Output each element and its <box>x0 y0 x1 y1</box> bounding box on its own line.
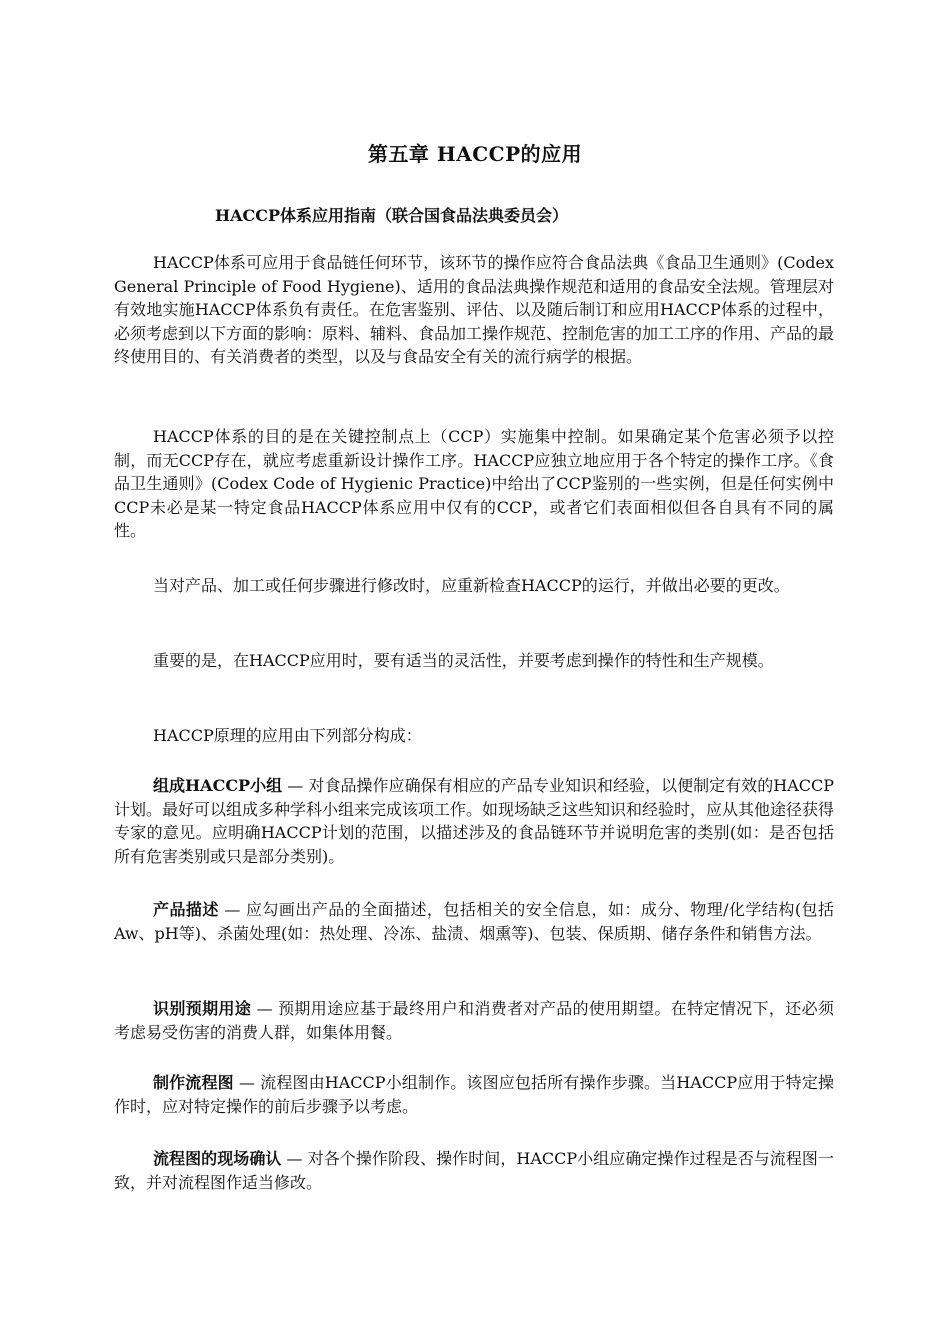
step-term: 流程图的现场确认 <box>153 1149 282 1168</box>
paragraph-modification: 当对产品、加工或任何步骤进行修改时，应重新检查HACCP的运行，并做出必要的更改。 <box>153 576 790 595</box>
paragraph-purpose: HACCP体系的目的是在关键控制点上（CCP）实施集中控制。如果确定某个危害必须予以控制，而无CCP存在，就应考虑重新设计操作工序。HACCP应独立地应用于各个特定的操作工序。《食品卫生通则》(Codex Code of Hygienic Practice)中给出了CCP鉴别的一些实例，但是任何实例中CCP未必是某一特定食品HACCP体系应用中仅有的CCP，或者它们表面相似但各自具有不同的属性。 <box>114 427 834 540</box>
paragraph-intro: HACCP体系可应用于食品链任何环节，该环节的操作应符合食品法典《食品卫生通则》(Codex General Principle of Food Hygiene)、适用的食品法典操作规范和适用的食品安全法规。管理层对有效地实施HACCP体系负有责任。在危害鉴别、评估、以及随后制订和应用HACCP体系的过程中，必须考虑到以下方面的影响：原料、辅料、食品加工操作规范、控制危害的加工工序的作用、产品的最终使用目的、有关消费者的类型，以及与食品安全有关的流行病学的根据。 <box>114 253 835 366</box>
step-paragraph-intended-use <box>114 997 834 1044</box>
step-paragraph-team <box>114 774 834 868</box>
step-text: — 应勾画出产品的全面描述，包括相关的安全信息，如：成分、物理/化学结构(包括Aw、pH等)、杀菌处理(如：热处理、冷冻、盐渍、烟熏等)、包装、保质期、储存条件和销售方法。 <box>114 900 834 943</box>
step-paragraph-product-description <box>114 898 834 945</box>
step-text: — 对食品操作应确保有相应的产品专业知识和经验，以便制定有效的HACCP计划。最好可以组成多种学科小组来完成该项工作。如现场缺乏这些知识和经验时，应从其他途径获得专家的意见。应明确HACCP计划的范围，以描述涉及的食品链环节并说明危害的类别(如：是否包括所有危害类别或只是部分类别)。 <box>114 776 835 866</box>
step-text: — 对各个操作阶段、操作时间，HACCP小组应确定操作过程是否与流程图一致，并对流程图作适当修改。 <box>114 1149 834 1192</box>
step-term: 制作流程图 <box>153 1073 234 1092</box>
paragraph-components-intro: HACCP原理的应用由下列部分构成： <box>153 726 422 745</box>
step-term: 产品描述 <box>153 900 219 919</box>
chapter-title: 第五章 HACCP的应用 <box>367 142 583 166</box>
step-paragraph-onsite-confirmation <box>114 1147 834 1194</box>
step-term: 识别预期用途 <box>153 999 252 1018</box>
step-paragraph-flow-diagram <box>114 1071 834 1118</box>
paragraph-flexibility: 重要的是，在HACCP应用时，要有适当的灵活性，并要考虑到操作的特性和生产规模。 <box>153 651 774 670</box>
step-text: — 流程图由HACCP小组制作。该图应包括所有操作步骤。当HACCP应用于特定操作时，应对特定操作的前后步骤予以考虑。 <box>114 1073 834 1116</box>
step-text: — 预期用途应基于最终用户和消费者对产品的使用期望。在特定情况下，还必须考虑易受伤害的消费人群，如集体用餐。 <box>114 999 834 1042</box>
step-term: 组成HACCP小组 <box>153 776 283 795</box>
section-subtitle: HACCP体系应用指南（联合国食品法典委员会） <box>215 206 569 225</box>
